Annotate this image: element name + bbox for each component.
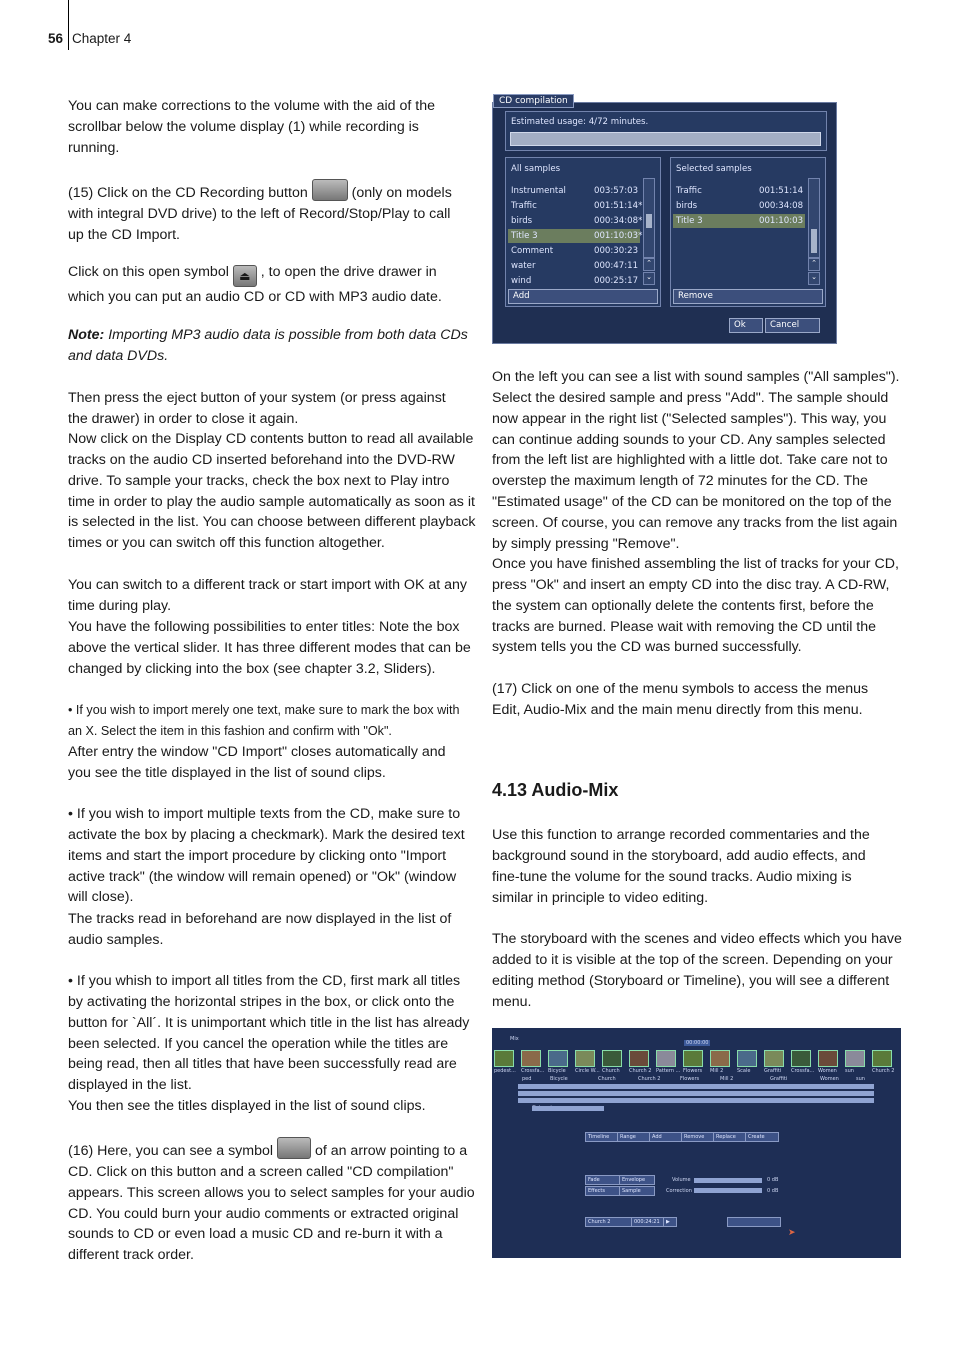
paragraph: You can switch to a different track or start import with OK at any time during play. bbox=[68, 577, 468, 614]
scene-label: Circle W... bbox=[575, 1068, 600, 1074]
list-item[interactable] bbox=[508, 184, 640, 198]
list-item[interactable] bbox=[508, 274, 640, 288]
audio-track[interactable] bbox=[518, 1084, 874, 1089]
paragraph bbox=[68, 179, 468, 246]
page-number: 56 bbox=[48, 31, 64, 46]
mix-button[interactable]: Remove bbox=[681, 1132, 715, 1142]
sample-time: 000:30:23 bbox=[594, 246, 639, 256]
scene-thumbnail[interactable] bbox=[764, 1050, 784, 1067]
paragraph-text: Click on this open symbol bbox=[68, 264, 229, 280]
scrollbar-thumb[interactable] bbox=[646, 214, 652, 228]
scene-label: Mill 2 bbox=[710, 1068, 724, 1074]
sample-name: water bbox=[511, 261, 536, 271]
mix-timecode: 00:00:00 bbox=[686, 1040, 709, 1046]
scene-label: Crossfa... bbox=[521, 1068, 545, 1074]
cd-compilation-dialog bbox=[492, 96, 837, 344]
paragraph: The tracks read in beforehand are now displayed in the list of audio samples. bbox=[68, 911, 452, 948]
paragraph-text: , to open the drive drawer in which you can put an audio CD or CD with MP3 audio date. bbox=[68, 264, 442, 305]
chapter-label: Chapter 4 bbox=[72, 31, 132, 46]
sample-time: 000:34:08* bbox=[594, 216, 643, 226]
cancel-button[interactable]: Cancel bbox=[765, 318, 820, 333]
scene-label: Church bbox=[602, 1068, 620, 1074]
scene-thumbnail[interactable] bbox=[791, 1050, 811, 1067]
scroll-up-icon[interactable]: ⌃ bbox=[643, 258, 655, 271]
paragraph-text: (16) Here, you can see a symbol bbox=[68, 1143, 274, 1159]
note-label: Note: bbox=[68, 327, 105, 343]
sample-name: Instrumental bbox=[511, 186, 566, 196]
paragraph: On the left you can see a list with sound samples ("All samples"). Select the desired sample and press "Add". The sample should now appear in the right list ("Selected samples"). This way, you can continue adding sounds to your CD. Any samples selected from the left list are highlighted with a little dot. Take care not to overstep the maximum length of 72 minutes for the CD. The "Estimated usage" of the CD can be monitored on the top of the screen. Of course, you can remove any tracks from the list again by simply pressing "Remove". bbox=[492, 369, 900, 552]
mix-title: Mix bbox=[510, 1036, 519, 1042]
sample-name: Traffic bbox=[511, 201, 537, 211]
scene-thumbnail[interactable] bbox=[494, 1050, 514, 1067]
scene-label: Church 2 bbox=[872, 1068, 895, 1074]
sample-time: 001:10:03 bbox=[759, 216, 804, 226]
cursor-icon: ➤ bbox=[788, 1228, 796, 1238]
paragraph: Now click on the Display CD contents button to read all available tracks on the audio CD inserted beforehand into the DVD-RW drive. To sample your tracks, check the box next to Play intro time in order to play the audio sample automatically as soon as it is selected in the list. You can choose between different playback times or you can switch off this function altogether. bbox=[68, 431, 476, 552]
scene-thumbnail[interactable] bbox=[872, 1050, 892, 1067]
track-label: Church bbox=[598, 1076, 616, 1082]
sample-time: 001:10:03* bbox=[594, 231, 643, 241]
track-label: Mill 2 bbox=[720, 1076, 734, 1082]
scene-label: pedest... bbox=[494, 1068, 516, 1074]
scroll-down-icon[interactable]: ⌄ bbox=[808, 272, 820, 285]
audio-mix-screenshot bbox=[492, 1028, 901, 1258]
paragraph bbox=[68, 262, 468, 308]
track-label: Graffiti bbox=[770, 1076, 788, 1082]
scene-thumbnail[interactable] bbox=[683, 1050, 703, 1067]
usage-text: Estimated usage: 4/72 minutes. bbox=[511, 117, 649, 127]
scene-thumbnail[interactable] bbox=[575, 1050, 595, 1067]
mix-button[interactable]: Timeline bbox=[585, 1132, 619, 1142]
list-item[interactable] bbox=[673, 199, 805, 213]
scrollbar[interactable] bbox=[643, 178, 655, 258]
paragraph-text: (15) Click on the CD Recording button bbox=[68, 185, 308, 201]
play-icon[interactable]: ▶ bbox=[663, 1217, 677, 1227]
scroll-up-icon[interactable]: ⌃ bbox=[808, 258, 820, 271]
scene-label: Scale bbox=[737, 1068, 751, 1074]
mix-button[interactable]: Replace bbox=[713, 1132, 747, 1142]
sample-name: birds bbox=[511, 216, 533, 226]
sample-time: 003:57:03 bbox=[594, 186, 639, 196]
track-label: sun bbox=[856, 1076, 865, 1082]
sample-name: Comment bbox=[511, 246, 554, 256]
sample-time: 000:34:08 bbox=[759, 201, 804, 211]
eject-icon: ⏏ bbox=[233, 265, 257, 287]
scrollbar-thumb[interactable] bbox=[811, 229, 817, 253]
bullet-small: • If you wish to import merely one text, make sure to mark the box with an X. Select the item in this fashion and confirm with "Ok". bbox=[68, 703, 460, 738]
sample-name: Traffic bbox=[676, 186, 702, 196]
note bbox=[68, 325, 468, 367]
sample-name: birds bbox=[676, 201, 698, 211]
scene-thumbnail[interactable] bbox=[602, 1050, 622, 1067]
scene-thumbnail[interactable] bbox=[656, 1050, 676, 1067]
mix-button[interactable]: Create bbox=[745, 1132, 779, 1142]
scene-label: Graffiti bbox=[764, 1068, 782, 1074]
mix-button[interactable]: Add bbox=[649, 1132, 683, 1142]
scene-label: Bicycle bbox=[548, 1068, 566, 1074]
paragraph: You can make corrections to the volume with the aid of the scrollbar below the volume display (1) while recording is running. bbox=[68, 98, 435, 156]
scene-thumbnail[interactable] bbox=[710, 1050, 730, 1067]
clip-name: Church 2 bbox=[585, 1217, 635, 1227]
list-item[interactable] bbox=[673, 184, 805, 198]
scene-label: Women bbox=[818, 1068, 837, 1074]
list-item[interactable] bbox=[508, 229, 643, 243]
usage-panel bbox=[505, 111, 827, 151]
mix-button[interactable]: Range bbox=[617, 1132, 651, 1142]
sample-name: Title 3 bbox=[511, 231, 538, 241]
paragraph: The storyboard with the scenes and video effects which you have added to it is visible at the top of the screen. Depending on your editing method (Storyboard or Timeline), you will see a different menu. bbox=[492, 931, 902, 1010]
track-label: Flowers bbox=[680, 1076, 700, 1082]
correction-slider[interactable] bbox=[694, 1188, 762, 1193]
scene-label: Crossfa... bbox=[791, 1068, 815, 1074]
clip-time: 000:24:21 bbox=[631, 1217, 667, 1227]
paragraph: You have the following possibilities to enter titles: Note the box above the vertical slider. It has three different modes that can be changed by clicking into the box (see chapter 3.2, Sliders). bbox=[68, 619, 471, 677]
list-item[interactable] bbox=[508, 244, 640, 258]
sample-time: 000:25:17 bbox=[594, 276, 639, 286]
scene-label: Church 2 bbox=[629, 1068, 652, 1074]
list-item[interactable] bbox=[508, 214, 643, 228]
scene-thumbnail[interactable] bbox=[818, 1050, 838, 1067]
scene-thumbnail[interactable] bbox=[845, 1050, 865, 1067]
track-label: ped bbox=[522, 1076, 532, 1082]
volume-slider[interactable] bbox=[694, 1178, 762, 1183]
note-text: Importing MP3 audio data is possible from both data CDs and data DVDs. bbox=[68, 327, 468, 364]
scene-thumbnail[interactable] bbox=[521, 1050, 541, 1067]
selected-samples-panel bbox=[670, 157, 826, 307]
correction-value: 0 dB bbox=[767, 1188, 779, 1194]
sample-button[interactable]: Sample bbox=[619, 1186, 655, 1196]
sample-time: 001:51:14 bbox=[759, 186, 804, 196]
scene-label: sun bbox=[845, 1068, 854, 1074]
section-heading: 4.13 Audio-Mix bbox=[492, 780, 619, 800]
scene-label: Pattern ... bbox=[656, 1068, 681, 1074]
scene-thumbnail[interactable] bbox=[548, 1050, 568, 1067]
all-samples-header: All samples bbox=[511, 164, 561, 174]
menu-icons[interactable] bbox=[727, 1217, 781, 1227]
cd-record-icon bbox=[312, 179, 348, 201]
usage-bar bbox=[510, 132, 821, 146]
bullet: • If you wish to import multiple texts from the CD, make sure to activate the box by placing a checkmark). Mark the desired text items and start the import procedure by clicking onto "Import active track" (the window will remain opened) or "Ok" (window will close). bbox=[68, 806, 465, 906]
paragraph-text: (only on models with integral DVD drive) to the left of Record/Stop/Play to call up the CD Import. bbox=[68, 185, 452, 243]
scene-thumbnail[interactable] bbox=[629, 1050, 649, 1067]
paragraph-text: of an arrow pointing to a CD. Click on this button and a screen called "CD compilation" appears. This screen allows you to select samples for your audio CD. You could burn your audio comments or extracted original sounds to CD or even load a music CD and re-burn it with a different track order. bbox=[68, 1143, 475, 1264]
selected-samples-header: Selected samples bbox=[676, 164, 752, 174]
scene-label: Flowers bbox=[683, 1068, 703, 1074]
paragraph: Use this function to arrange recorded commentaries and the background sound in the storyboard, add audio effects, and fine-tune the volume for the sound tracks. Audio mixing is similar in principle to video editing. bbox=[492, 827, 870, 906]
sample-time: 001:51:14* bbox=[594, 201, 643, 211]
paragraph: (17) Click on one of the menu symbols to access the menus Edit, Audio-Mix and the main menu directly from this menu. bbox=[492, 681, 869, 718]
header-rule bbox=[68, 0, 69, 50]
fade-button[interactable]: Fade bbox=[585, 1175, 625, 1185]
envelope-button[interactable]: Envelope bbox=[619, 1175, 655, 1185]
volume-label: Volume bbox=[672, 1177, 691, 1183]
all-samples-panel bbox=[505, 157, 661, 307]
audio-track[interactable] bbox=[532, 1106, 604, 1111]
list-item[interactable] bbox=[508, 259, 640, 273]
sample-name: Title 3 bbox=[676, 216, 703, 226]
paragraph: Then press the eject button of your system (or press against the drawer) in order to close it again. bbox=[68, 390, 446, 427]
cd-compilation-icon bbox=[277, 1137, 311, 1159]
correction-label: Correction bbox=[666, 1188, 692, 1194]
dialog-title: CD compilation bbox=[493, 94, 574, 108]
list-item[interactable] bbox=[508, 199, 643, 213]
paragraph bbox=[68, 1137, 476, 1266]
track-label: Church 2 bbox=[638, 1076, 661, 1082]
paragraph: After entry the window "CD Import" closes automatically and you see the title displayed in the list of sound clips. bbox=[68, 744, 446, 781]
list-item[interactable] bbox=[673, 214, 805, 228]
audio-track[interactable] bbox=[518, 1091, 874, 1096]
add-button[interactable]: Add bbox=[508, 289, 658, 304]
sample-time: 000:47:11 bbox=[594, 261, 639, 271]
paragraph: Once you have finished assembling the list of tracks for your CD, press "Ok" and insert an empty CD into the disc tray. A CD-RW, the system can optionally delete the contents first, before the tracks are burned. Please wait with removing the CD until the system tells you the CD was burned successfully. bbox=[492, 556, 899, 656]
remove-button[interactable]: Remove bbox=[673, 289, 823, 304]
volume-value: 0 dB bbox=[767, 1177, 779, 1183]
scene-thumbnail[interactable] bbox=[737, 1050, 757, 1067]
sample-name: wind bbox=[511, 276, 532, 286]
scroll-down-icon[interactable]: ⌄ bbox=[643, 272, 655, 285]
scrollbar[interactable] bbox=[808, 178, 820, 258]
paragraph: You then see the titles displayed in the list of sound clips. bbox=[68, 1098, 426, 1114]
audio-track[interactable] bbox=[518, 1098, 874, 1103]
ok-button[interactable]: Ok bbox=[729, 318, 763, 333]
track-label: Bicycle bbox=[550, 1076, 568, 1082]
bullet: • If you whish to import all titles from the CD, first mark all titles by activating the horizontal stripes in the box, or click onto the button for `All´. It is unimportant which title in the list has already been selected. If you cancel the operation while the titles are being read, then all titles that have been successfully read are displayed in the list. bbox=[68, 973, 470, 1094]
track-label: Women bbox=[820, 1076, 839, 1082]
effects-button[interactable]: Effects bbox=[585, 1186, 625, 1196]
